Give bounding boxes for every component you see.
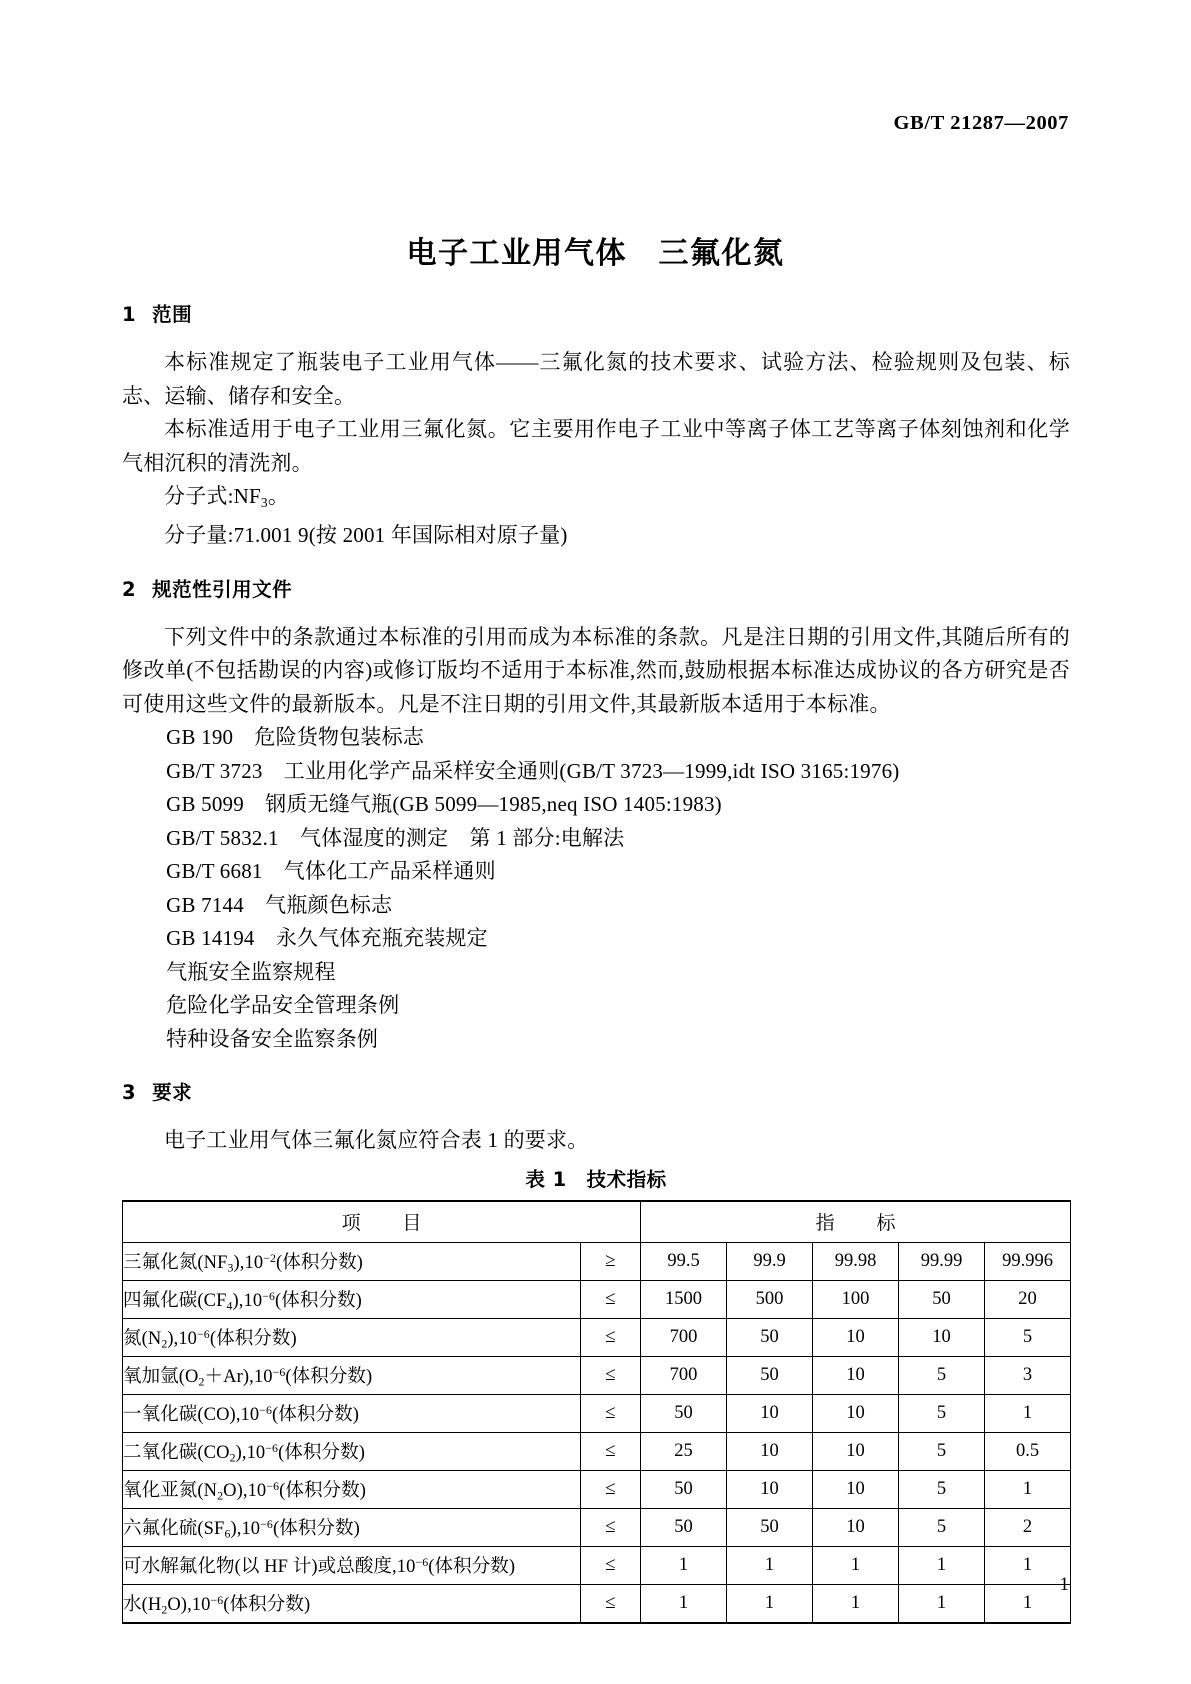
section-heading-1: [122, 300, 1070, 330]
table-cell-value: 50: [727, 1356, 813, 1394]
table-row: [123, 1432, 1071, 1470]
table-cell-value: 5: [985, 1318, 1071, 1356]
table-cell-value: 10: [813, 1508, 899, 1546]
reference-item: GB/T 3723 工业用化学产品采样安全通则(GB/T 3723—1999,idt ISO 3165:1976): [166, 758, 900, 783]
table-cell-item: 氧加氩$(O_2+Ar),10^{-6}$(体积分数): [123, 1356, 581, 1394]
table-row: [123, 1584, 1071, 1623]
table-cell-operator: ≥: [581, 1242, 641, 1280]
table-cell-value: 10: [813, 1356, 899, 1394]
section1-paragraph-2: 本标准适用于电子工业用三氟化氮。它主要用作电子工业中等离子体工艺等离子体刻蚀剂和化学气相沉积的清洗剂。: [122, 417, 1070, 475]
table-cell-operator: ≤: [581, 1280, 641, 1318]
section-number-2: 2: [122, 577, 137, 601]
table-cell-value: 50: [641, 1470, 727, 1508]
table-cell-value: 5: [899, 1432, 985, 1470]
table-cell-value: 99.98: [813, 1242, 899, 1280]
table-row: [123, 1318, 1071, 1356]
section-title-1: 范围: [152, 303, 193, 326]
section1-paragraph-1: 本标准规定了瓶装电子工业用气体——三氟化氮的技术要求、试验方法、检验规则及包装、标志、运输、储存和安全。: [122, 350, 1070, 408]
table-cell-value: 5: [899, 1394, 985, 1432]
table-cell-value: 1: [985, 1546, 1071, 1584]
reference-item: 危险化学品安全管理条例: [166, 993, 400, 1018]
molecular-formula-end: 。: [267, 484, 290, 508]
table-cell-operator: ≤: [581, 1432, 641, 1470]
page-title: 电子工业用气体 三氟化氮: [406, 236, 785, 272]
page-number: 1: [1059, 1574, 1069, 1595]
table-cell-value: 10: [727, 1432, 813, 1470]
table-cell-value: 50: [899, 1280, 985, 1318]
normative-references-list: [122, 721, 1070, 1056]
table-cell-value: 5: [899, 1470, 985, 1508]
table-cell-value: 1500: [641, 1280, 727, 1318]
table-row: [123, 1356, 1071, 1394]
table-cell-item: 三氟化氮$(NF_3),10^{-2}$(体积分数): [123, 1242, 581, 1280]
section-title-3: 要求: [152, 1081, 193, 1105]
table-cell-value: 10: [813, 1318, 899, 1356]
reference-item: GB 7144 气瓶颜色标志: [166, 892, 393, 917]
section-number-1: 1: [122, 303, 137, 326]
table-cell-item: 二氧化碳$(CO_2),10^{-6}$(体积分数): [123, 1432, 581, 1470]
table-cell-value: 10: [813, 1394, 899, 1432]
table-header-item: [123, 1201, 641, 1243]
document-body: [122, 300, 1070, 1624]
reference-item: GB 14194 永久气体充瓶充装规定: [166, 926, 488, 951]
table-header-indicator: [641, 1201, 1071, 1243]
table-cell-operator: ≤: [581, 1470, 641, 1508]
table-cell-value: 2: [985, 1508, 1071, 1546]
table-cell-value: 25: [641, 1432, 727, 1470]
table-cell-value: 3: [985, 1356, 1071, 1394]
table-cell-item: 水$(H_2O),10^{-6}$(体积分数): [123, 1584, 581, 1623]
table-cell-value: 10: [899, 1318, 985, 1356]
table-row: [123, 1242, 1071, 1280]
molecular-weight-line: 分子量:71.001 9(按 2001 年国际相对原子量): [164, 523, 568, 548]
table-row: [123, 1280, 1071, 1318]
table-cell-value: 5: [899, 1356, 985, 1394]
table-row: [123, 1546, 1071, 1584]
table-cell-value: 1: [727, 1546, 813, 1584]
table-cell-value: 99.996: [985, 1242, 1071, 1280]
table-cell-value: 1: [985, 1584, 1071, 1623]
section-heading-3: [122, 1078, 1070, 1108]
table-cell-value: 700: [641, 1356, 727, 1394]
table-cell-operator: ≤: [581, 1318, 641, 1356]
table-cell-value: 99.99: [899, 1242, 985, 1280]
section-title-2: 规范性引用文件: [152, 577, 293, 601]
table-cell-value: 50: [641, 1394, 727, 1432]
table-row: [123, 1470, 1071, 1508]
table-cell-value: 5: [899, 1508, 985, 1546]
table-cell-value: 1: [813, 1584, 899, 1623]
table-row: [123, 1508, 1071, 1546]
table-cell-value: 100: [813, 1280, 899, 1318]
table-cell-value: 1: [813, 1546, 899, 1584]
table-cell-value: 10: [727, 1470, 813, 1508]
table-cell-item: 四氟化碳$(CF_4),10^{-6}$(体积分数): [123, 1280, 581, 1318]
molecular-formula-subscript: 3: [260, 494, 268, 510]
table-row: [123, 1394, 1071, 1432]
table-cell-value: 10: [813, 1470, 899, 1508]
section-number-3: 3: [122, 1081, 137, 1105]
table-cell-value: 1: [641, 1546, 727, 1584]
table-cell-operator: ≤: [581, 1546, 641, 1584]
table-cell-operator: ≤: [581, 1394, 641, 1432]
section2-paragraph-1: 下列文件中的条款通过本标准的引用而成为本标准的条款。凡是注日期的引用文件,其随后所有的修改单(不包括勘误的内容)或修订版均不适用于本标准,然而,鼓励根据本标准达成协议的各方研究是否可使用这些文件的最新版本。凡是不注日期的引用文件,其最新版本适用于本标准。: [122, 624, 1070, 716]
section-heading-2: [122, 575, 1070, 605]
molecular-formula-label: 分子式:NF: [164, 484, 261, 508]
table-cell-value: 0.5: [985, 1432, 1071, 1470]
table-cell-operator: ≤: [581, 1508, 641, 1546]
table-cell-item: 氮$(N_2),10^{-6}$(体积分数): [123, 1318, 581, 1356]
table-cell-operator: ≤: [581, 1356, 641, 1394]
table-cell-value: 50: [641, 1508, 727, 1546]
table-cell-item: 一氧化碳$(CO),10^{-6}$(体积分数): [123, 1394, 581, 1432]
table-cell-value: 1: [727, 1584, 813, 1623]
table-header-item-label: 项 目: [341, 1213, 422, 1235]
table-cell-value: 1: [899, 1584, 985, 1623]
table-cell-value: 1: [985, 1470, 1071, 1508]
table-cell-value: 500: [727, 1280, 813, 1318]
table-cell-value: 50: [727, 1318, 813, 1356]
table-header-indicator-label: 指 标: [815, 1213, 896, 1235]
table-cell-value: 10: [727, 1394, 813, 1432]
reference-item: GB/T 5832.1 气体湿度的测定 第 1 部分:电解法: [166, 825, 625, 850]
table-cell-value: 1: [899, 1546, 985, 1584]
reference-item: 特种设备安全监察条例: [166, 1026, 379, 1051]
table-cell-value: 1: [985, 1394, 1071, 1432]
table-cell-item: 氧化亚氮$(N_2O),10^{-6}$(体积分数): [123, 1470, 581, 1508]
standard-number-header: GB/T 21287—2007: [893, 112, 1069, 134]
technical-spec-table: [122, 1200, 1071, 1624]
table-cell-item: 六氟化硫$(SF_6),10^{-6}$(体积分数): [123, 1508, 581, 1546]
table-cell-operator: ≤: [581, 1584, 641, 1623]
table-caption: 表 1 技术指标: [525, 1167, 667, 1191]
table-cell-value: 1: [641, 1584, 727, 1623]
reference-item: 气瓶安全监察规程: [166, 959, 336, 984]
reference-item: GB 190 危险货物包装标志: [166, 725, 425, 750]
reference-item: GB/T 6681 气体化工产品采样通则: [166, 859, 496, 884]
section3-paragraph-1: 电子工业用气体三氟化氮应符合表 1 的要求。: [164, 1128, 589, 1153]
reference-item: GB 5099 钢质无缝气瓶(GB 5099—1985,neq ISO 1405:1983): [166, 792, 722, 817]
table-cell-value: 700: [641, 1318, 727, 1356]
table-cell-value: 50: [727, 1508, 813, 1546]
table-header-row: [123, 1201, 1071, 1243]
table-cell-item: 可水解氟化物(以 HF 计)或总酸度$,10^{-6}$(体积分数): [123, 1546, 581, 1584]
table-cell-value: 20: [985, 1280, 1071, 1318]
molecular-formula-line: [122, 480, 1070, 519]
table-cell-value: 99.5: [641, 1242, 727, 1280]
table-body: [123, 1242, 1071, 1623]
table-cell-value: 10: [813, 1432, 899, 1470]
table-cell-value: 99.9: [727, 1242, 813, 1280]
